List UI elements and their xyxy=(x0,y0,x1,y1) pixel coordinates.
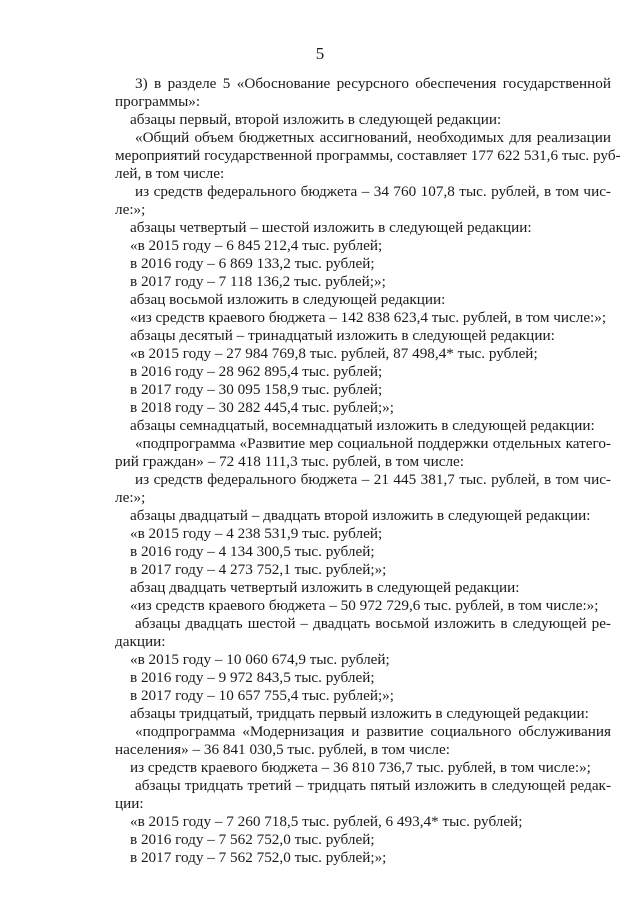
text-line: в 2016 году – 9 972 843,5 тыс. рублей; xyxy=(130,669,375,686)
text-line: «подпрограмма «Развитие мер социальной поддержки отдельных катего- xyxy=(135,435,611,452)
text-line: в 2016 году – 28 962 895,4 тыс. рублей; xyxy=(130,363,383,380)
text-line: в 2016 году – 6 869 133,2 тыс. рублей; xyxy=(130,255,375,272)
page-number: 5 xyxy=(315,44,325,63)
text-line: в 2017 году – 30 095 158,9 тыс. рублей; xyxy=(130,381,383,398)
text-line: абзацы семнадцатый, восемнадцатый изложить в следующей редакции: xyxy=(130,417,595,434)
text-line: «Общий объем бюджетных ассигнований, необходимых для реализации xyxy=(135,129,611,146)
text-line: абзацы двадцать шестой – двадцать восьмой изложить в следующей ре- xyxy=(135,615,611,632)
text-line: абзац восьмой изложить в следующей редакции: xyxy=(130,291,446,308)
text-line: абзацы тридцать третий – тридцать пятый изложить в следующей редак- xyxy=(135,777,611,794)
text-line: абзацы двадцатый – двадцать второй изложить в следующей редакции: xyxy=(130,507,591,524)
text-line: «из средств краевого бюджета – 142 838 623,4 тыс. рублей, в том числе:»; xyxy=(130,309,607,326)
text-line: в 2017 году – 7 118 136,2 тыс. рублей;»; xyxy=(130,273,386,290)
text-line: «в 2015 году – 27 984 769,8 тыс. рублей, 87 498,4* тыс. рублей; xyxy=(130,345,538,362)
text-line: в 2017 году – 10 657 755,4 тыс. рублей;»; xyxy=(130,687,394,704)
text-line: дакции: xyxy=(115,633,166,650)
text-line: «из средств краевого бюджета – 50 972 729,6 тыс. рублей, в том числе:»; xyxy=(130,597,599,614)
text-line: рий граждан» – 72 418 111,3 тыс. рублей, в том числе: xyxy=(115,453,464,470)
text-line: из средств федерального бюджета – 34 760 107,8 тыс. рублей, в том чис- xyxy=(135,183,611,200)
text-line: ле:»; xyxy=(115,201,146,218)
text-line: ле:»; xyxy=(115,489,146,506)
text-line: 3) в разделе 5 «Обоснование ресурсного обеспечения государственной xyxy=(135,75,611,92)
text-line: в 2016 году – 4 134 300,5 тыс. рублей; xyxy=(130,543,375,560)
text-line: в 2017 году – 7 562 752,0 тыс. рублей;»; xyxy=(130,849,387,866)
text-line: «в 2015 году – 10 060 674,9 тыс. рублей; xyxy=(130,651,390,668)
text-line: программы»: xyxy=(115,93,201,110)
text-line: мероприятий государственной программы, составляет 177 622 531,6 тыс. руб- xyxy=(115,147,621,164)
text-line: абзац двадцать четвертый изложить в следующей редакции: xyxy=(130,579,520,596)
text-line: из средств краевого бюджета – 36 810 736,7 тыс. рублей, в том числе:»; xyxy=(130,759,591,776)
text-line: в 2017 году – 4 273 752,1 тыс. рублей;»; xyxy=(130,561,387,578)
text-line: в 2016 году – 7 562 752,0 тыс. рублей; xyxy=(130,831,375,848)
text-line: «в 2015 году – 7 260 718,5 тыс. рублей, 6 493,4* тыс. рублей; xyxy=(130,813,523,830)
text-line: абзацы четвертый – шестой изложить в следующей редакции: xyxy=(130,219,532,236)
text-line: «в 2015 году – 6 845 212,4 тыс. рублей; xyxy=(130,237,383,254)
text-line: населения» – 36 841 030,5 тыс. рублей, в том числе: xyxy=(115,741,450,758)
text-line: «в 2015 году – 4 238 531,9 тыс. рублей; xyxy=(130,525,383,542)
text-line: абзацы тридцатый, тридцать первый изложить в следующей редакции: xyxy=(130,705,589,722)
text-line: из средств федерального бюджета – 21 445 381,7 тыс. рублей, в том чис- xyxy=(135,471,611,488)
text-line: абзацы десятый – тринадцатый изложить в следующей редакции: xyxy=(130,327,555,344)
text-line: ции: xyxy=(115,795,144,812)
text-line: лей, в том числе: xyxy=(115,165,225,182)
text-line: «подпрограмма «Модернизация и развитие социального обслуживания xyxy=(135,723,611,740)
text-line: в 2018 году – 30 282 445,4 тыс. рублей;»; xyxy=(130,399,394,416)
text-line: абзацы первый, второй изложить в следующей редакции: xyxy=(130,111,502,128)
